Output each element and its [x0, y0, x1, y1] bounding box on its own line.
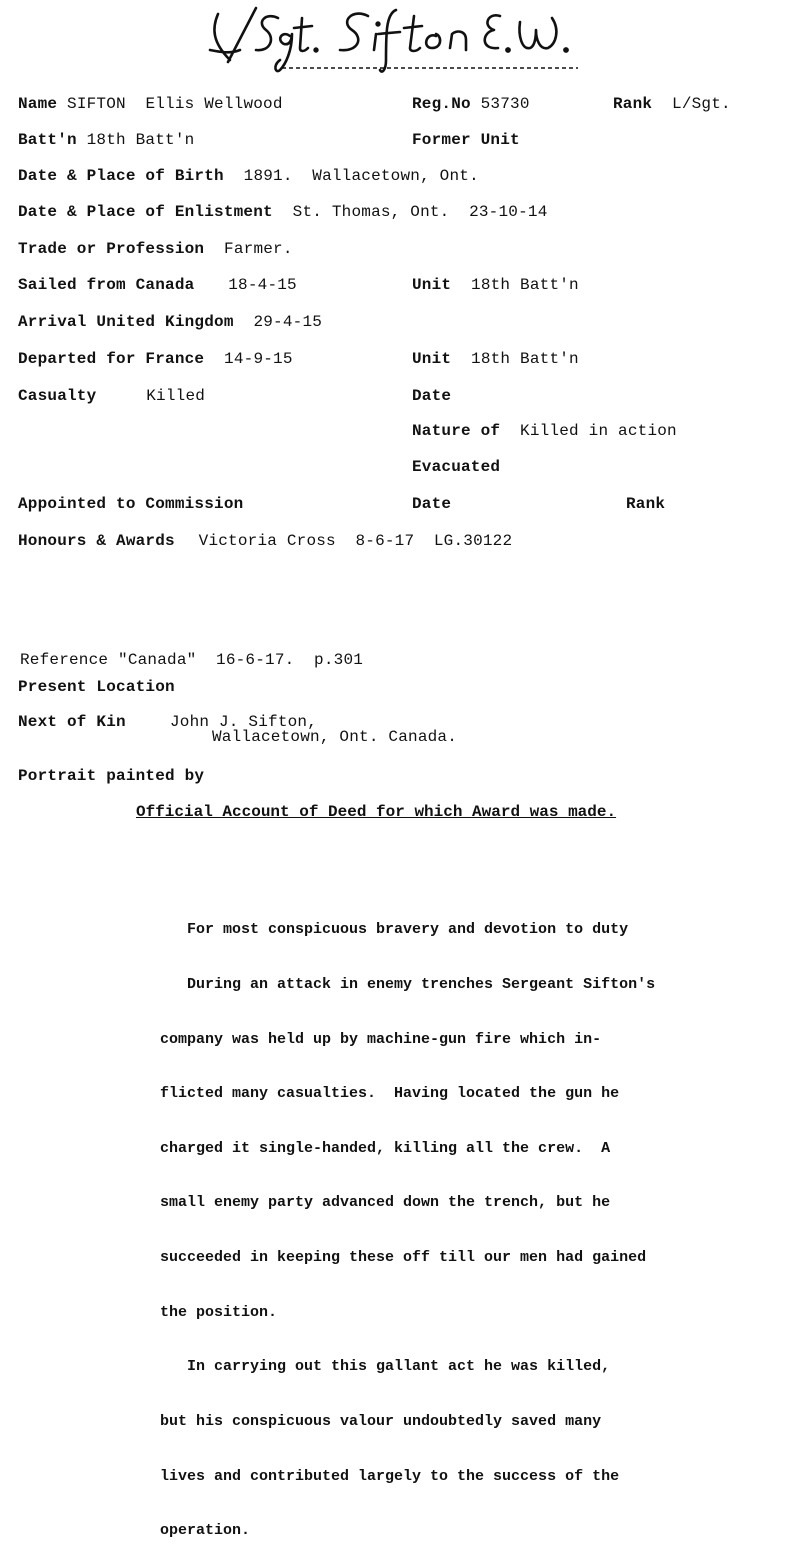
nature-row: [412, 422, 677, 440]
battalion-value: 18th Batt'n: [86, 131, 195, 149]
reference-line: Reference "Canada" 16-6-17. p.301: [20, 651, 364, 669]
account-line: small enemy party advanced down the trench, but he: [160, 1194, 611, 1212]
casualty-date-row: [412, 387, 451, 405]
account-line: flicted many casualties. Having located the gun he: [160, 1085, 620, 1103]
trade-row: [18, 240, 293, 258]
sailed-row: [18, 276, 297, 294]
account-line: In carrying out this gallant act he was killed,: [160, 1358, 611, 1376]
departed-label: Departed for France: [18, 350, 205, 368]
rank-label: Rank: [613, 95, 653, 113]
next-of-kin-address: Wallacetown, Ont. Canada.: [212, 728, 458, 746]
account-line: but his conspicuous valour undoubtedly saved many: [160, 1412, 602, 1430]
commission-rank-row: [626, 495, 665, 513]
next-of-kin-label: Next of Kin: [18, 713, 126, 731]
commission-date-row: [412, 495, 451, 513]
departed-unit-value: 18th Batt'n: [471, 350, 579, 368]
departed-unit-row: [412, 350, 579, 368]
rank-row: [613, 95, 731, 113]
account-line: charged it single-handed, killing all the crew. A: [160, 1139, 611, 1157]
portrait-label: Portrait painted by: [18, 767, 205, 785]
departed-unit-label: Unit: [412, 350, 452, 368]
name-value: SIFTON Ellis Wellwood: [67, 95, 283, 113]
commission-row: [18, 495, 243, 513]
nature-value: Killed in action: [520, 422, 677, 440]
account-line: succeeded in keeping these off till our men had gained: [160, 1249, 647, 1267]
official-account-heading: Official Account of Deed for which Award was made.: [136, 803, 617, 821]
commission-date-label: Date: [412, 495, 452, 513]
enlistment-label: Date & Place of Enlistment: [18, 203, 273, 221]
sailed-unit-label: Unit: [412, 276, 452, 294]
evacuated-row: [412, 458, 500, 476]
casualty-value: Killed: [146, 387, 206, 405]
reg-no-value: 53730: [480, 95, 530, 113]
birth-label: Date & Place of Birth: [18, 167, 224, 185]
commission-label: Appointed to Commission: [18, 495, 244, 513]
account-line: During an attack in enemy trenches Sergeant Sifton's: [160, 976, 656, 994]
honours-label: Honours & Awards: [18, 532, 175, 550]
arrival-value: 29-4-15: [253, 313, 323, 331]
handwritten-signature: [200, 0, 600, 78]
casualty-date-label: Date: [412, 387, 452, 405]
sailed-label: Sailed from Canada: [18, 276, 195, 294]
reg-no-label: Reg.No: [412, 95, 471, 113]
former-unit-row: [412, 131, 520, 149]
name-row: [18, 95, 283, 113]
honours-row: [18, 532, 512, 550]
account-line: the position.: [160, 1303, 278, 1321]
rank-value: L/Sgt.: [672, 95, 731, 113]
trade-value: Farmer.: [224, 240, 293, 258]
evacuated-label: Evacuated: [412, 458, 501, 476]
account-line: company was held up by machine-gun fire which in-: [160, 1030, 602, 1048]
battalion-row: [18, 131, 194, 149]
account-line: lives and contributed largely to the success of the: [160, 1467, 620, 1485]
account-line: For most conspicuous bravery and devotion to duty: [160, 921, 629, 939]
casualty-label: Casualty: [18, 387, 97, 405]
next-of-kin-name: John J. Sifton,: [170, 713, 318, 731]
birth-value: 1891. Wallacetown, Ont.: [243, 167, 479, 185]
sailed-unit-row: [412, 276, 579, 294]
official-account-text: [160, 885, 655, 1559]
arrival-row: [18, 313, 322, 331]
former-unit-label: Former Unit: [412, 131, 520, 149]
birth-row: [18, 167, 479, 185]
sailed-unit-value: 18th Batt'n: [471, 276, 579, 294]
reg-no-row: [412, 95, 530, 113]
account-line: operation.: [160, 1522, 251, 1540]
arrival-label: Arrival United Kingdom: [18, 313, 234, 331]
departed-value: 14-9-15: [224, 350, 293, 368]
present-location-label: Present Location: [18, 678, 175, 696]
trade-label: Trade or Profession: [18, 240, 205, 258]
commission-rank-label: Rank: [626, 495, 666, 513]
enlistment-row: [18, 203, 548, 221]
nature-label: Nature of: [412, 422, 501, 440]
next-of-kin-row: [18, 713, 126, 731]
casualty-row: [18, 387, 205, 405]
name-label: Name: [18, 95, 58, 113]
honours-value: Victoria Cross 8-6-17 LG.30122: [198, 532, 513, 550]
enlistment-value: St. Thomas, Ont. 23-10-14: [292, 203, 548, 221]
departed-row: [18, 350, 293, 368]
sailed-value: 18-4-15: [228, 276, 297, 294]
battalion-label: Batt'n: [18, 131, 77, 149]
